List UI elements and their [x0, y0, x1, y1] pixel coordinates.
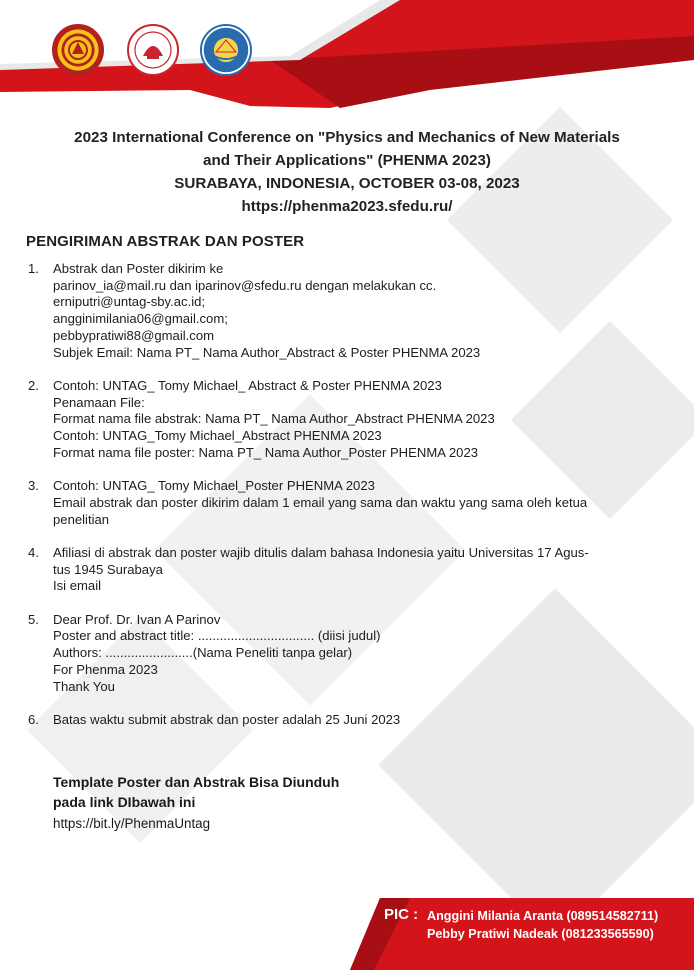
item-line: For Phenma 2023	[53, 661, 158, 677]
email-address[interactable]: erniputri@untag-sby.ac.id;	[53, 294, 206, 310]
item-line: Thank You	[53, 678, 115, 694]
item-line: Isi email	[53, 578, 102, 594]
title-location-date: SURABAYA, INDONESIA, OCTOBER 03-08, 2023	[174, 175, 520, 192]
pic-label: PIC :	[384, 906, 419, 923]
item-number: 4.	[28, 544, 39, 560]
institute-logo-blue	[200, 24, 252, 76]
item-line: Contoh: UNTAG_Tomy Michael_Abstract PHENMA 2023	[53, 428, 382, 444]
item-line: Contoh: UNTAG_ Tomy Michael_ Abstract & Poster PHENMA 2023	[53, 377, 442, 393]
email-address[interactable]: pebbypratiwi88@gmail.com	[53, 327, 215, 343]
pic-contacts	[427, 907, 658, 943]
item-number: 6.	[28, 711, 39, 727]
list-item	[28, 478, 678, 528]
list-item	[28, 378, 678, 462]
item-line: Batas waktu submit abstrak dan poster adalah 25 Juni 2023	[53, 711, 401, 727]
item-number: 1.	[28, 261, 39, 276]
list-item	[28, 712, 678, 729]
template-link[interactable]: https://bit.ly/PhenmaUntag	[53, 816, 211, 831]
template-download	[53, 772, 339, 834]
university-logo-untag	[52, 24, 104, 76]
item-number: 5.	[28, 611, 39, 627]
item-line: Dear Prof. Dr. Ivan A Parinov	[53, 611, 221, 627]
list-item	[28, 612, 678, 696]
item-line: tus 1945 Surabaya	[53, 561, 163, 577]
contact-person: Anggini Milania Aranta (089514582711)	[427, 909, 659, 923]
conference-url[interactable]: https://phenma2023.sfedu.ru/	[241, 198, 453, 215]
university-logo-sfedu	[127, 24, 179, 76]
header-banner	[0, 0, 694, 130]
item-line: Format nama file poster: Nama PT_ Nama Author_Poster PHENMA 2023	[53, 444, 479, 460]
item-line: Afiliasi di abstrak dan poster wajib ditulis dalam bahasa Indonesia yaitu Universitas 17 Agus-	[53, 544, 589, 560]
list-item	[28, 261, 678, 361]
item-line: penelitian	[53, 511, 110, 527]
template-heading: pada link DIbawah ini	[53, 794, 196, 810]
contact-person: Pebby Pratiwi Nadeak (081233565590)	[427, 927, 654, 941]
email-address[interactable]: angginimilania06@gmail.com;	[53, 311, 228, 327]
item-line: Penamaan File:	[53, 394, 145, 410]
conference-title	[0, 126, 694, 218]
list-item	[28, 545, 678, 595]
title-line: 2023 International Conference on "Physics and Mechanics of New Materials	[74, 129, 620, 146]
item-number: 3.	[28, 478, 39, 494]
item-line: Poster and abstract title: ................................ (diisi judul)	[53, 628, 381, 644]
template-heading: Template Poster dan Abstrak Bisa Diunduh	[53, 774, 340, 790]
item-line: Authors: ........................(Nama Peneliti tanpa gelar)	[53, 645, 353, 661]
email-address[interactable]: parinov_ia@mail.ru dan iparinov@sfedu.ru dengan melakukan cc.	[53, 277, 437, 293]
instruction-list	[28, 261, 678, 729]
item-number: 2.	[28, 377, 39, 393]
item-line: Email abstrak dan poster dikirim dalam 1 email yang sama dan waktu yang sama oleh ketua	[53, 494, 588, 510]
item-line: Contoh: UNTAG_ Tomy Michael_Poster PHENMA 2023	[53, 478, 375, 494]
item-line: Subjek Email: Nama PT_ Nama Author_Abstract & Poster PHENMA 2023	[53, 344, 481, 360]
section-heading: PENGIRIMAN ABSTRAK DAN POSTER	[26, 233, 305, 250]
title-line: and Their Applications" (PHENMA 2023)	[203, 152, 491, 169]
item-line: Format nama file abstrak: Nama PT_ Nama Author_Abstract PHENMA 2023	[53, 411, 495, 427]
item-line: Abstrak dan Poster dikirim ke	[53, 261, 224, 276]
